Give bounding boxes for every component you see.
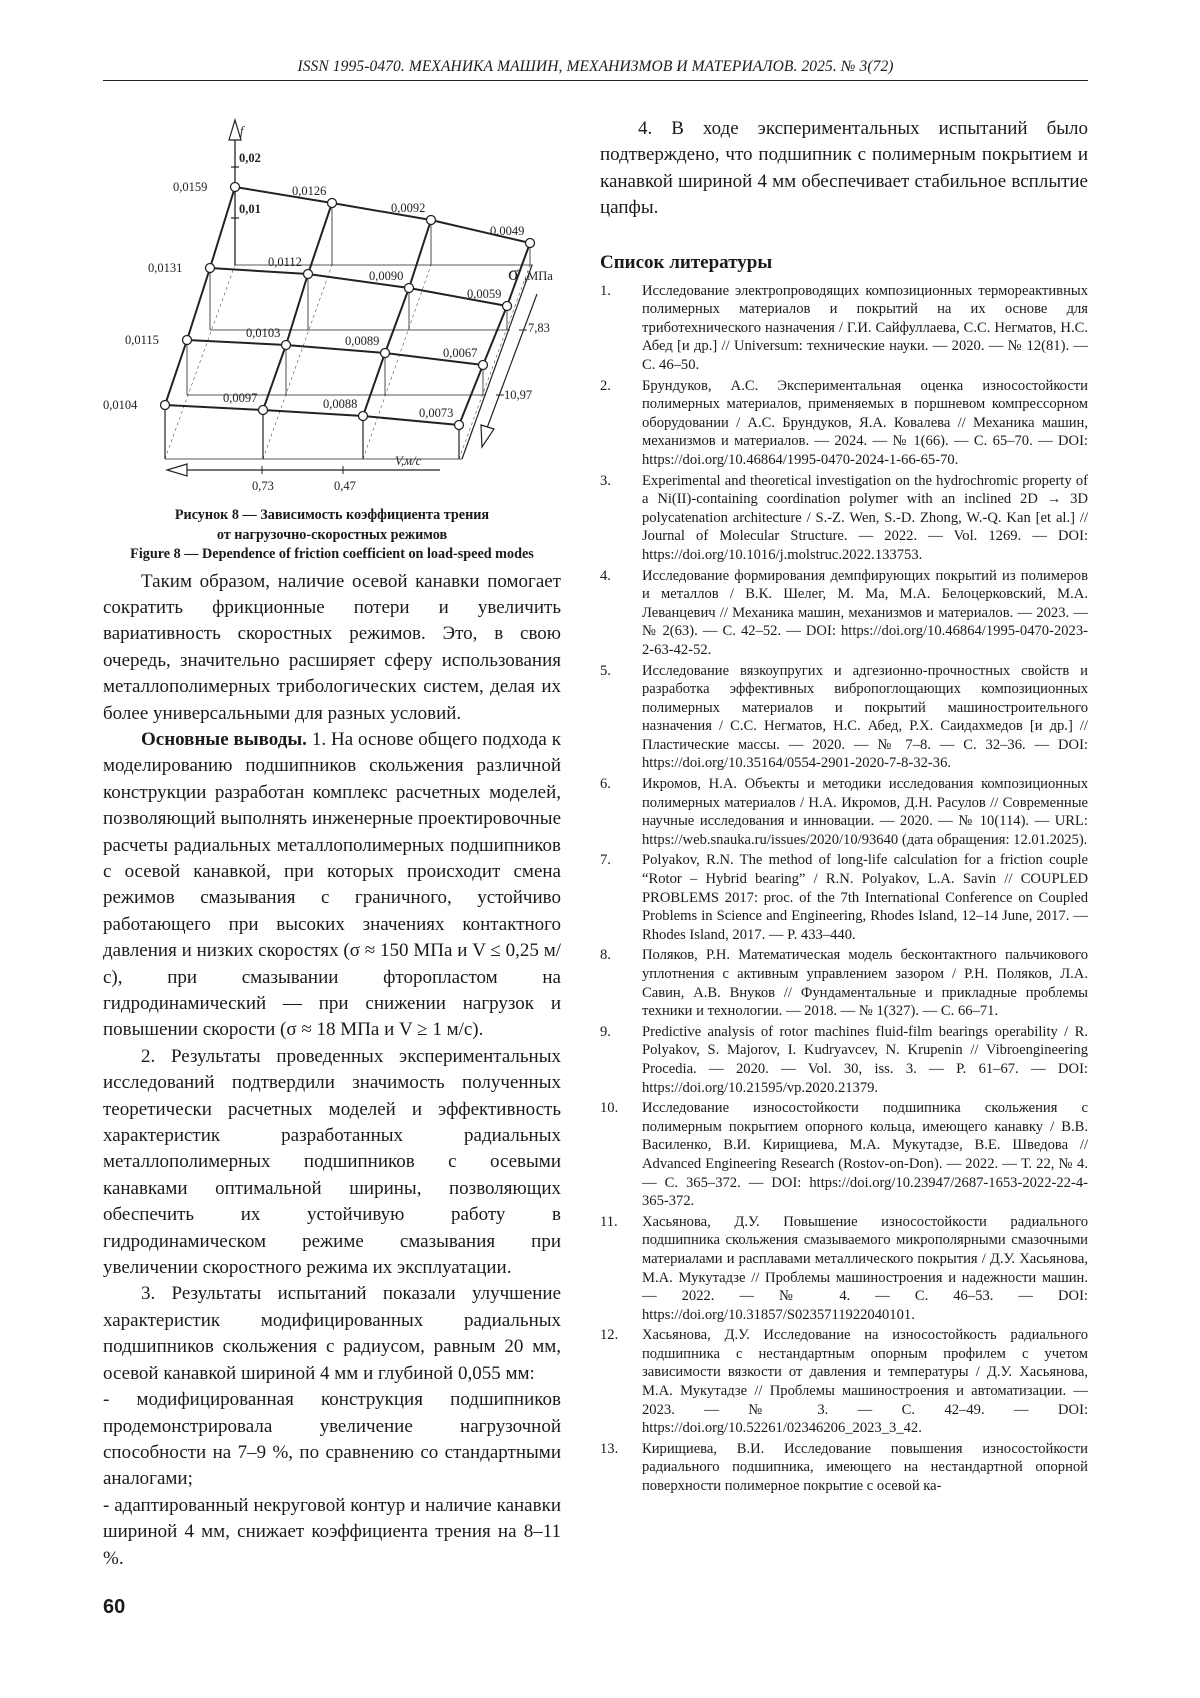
caption-ru-line-2-row xyxy=(103,526,561,546)
data-label: 0,0059 xyxy=(467,287,501,301)
data-point xyxy=(282,341,291,350)
f-axis-label: f xyxy=(240,124,245,138)
reference-item xyxy=(600,377,1088,470)
conclusion-3: 3. Результаты испытаний показали улучшение характеристик модифицированных радиальных подшипников скольжения с радиусом, равным 20 мм, осевой канавкой шириной 4 мм и глубиной 0,055 мм: xyxy=(103,1281,561,1387)
surface-row-line xyxy=(210,268,507,306)
reference-item xyxy=(600,472,1088,565)
data-label: 0,0067 xyxy=(443,346,477,360)
data-point xyxy=(259,406,268,415)
data-label: 0,0088 xyxy=(323,397,357,411)
caption-ru-line-1-row xyxy=(103,506,561,526)
reference-text: Исследование вязкоупругих и адгезионно-прочностных свойств и разработка эффективных вибропоглощающих композиционных полимерных материалов и покрытий машиностроительного назначения / С.С. Негматов, Н.С. Абед, Р.Х. Саидахмедов [и др.] // Пластические массы. — 2020. — № 7–8. — С. 32–36. — DOI: https://doi.org/10.35164/0554-2901-2020-7-8-32-36. xyxy=(642,662,1088,774)
reference-number: 10. xyxy=(600,1099,642,1211)
reference-number: 4. xyxy=(600,567,642,660)
data-point xyxy=(405,284,414,293)
conclusion-1: 1. На основе общего подхода к моделированию подшипников скольжения различной конструкции разработан комплекс расчетных моделей, позволяющий выполнять инженерные проектировочные расчеты радиальных металлополимерных подшипников с осевой канавкой, при которых происходит смена режимов смазывания с граничного, устойчиво работающего при высоких значениях контактного давления и низких скоростях (σ ≈ 150 МПа и V ≤ 0,25 м/с), при смазывании фторопластом на гидродинамический — при снижении нагрузок и повышении скорости (σ ≈ 18 МПа и V ≥ 1 м/с). xyxy=(103,729,561,1040)
reference-text: Polyakov, R.N. The method of long-life calculation for a friction couple “Rotor – Hybrid bearing” / R.N. Polyakov, L.A. Savin // COUPLED PROBLEMS 2017: proc. of the 7th International Conference on Coupled Problems in Science and Engineering, Rhodes Island, 12–14 June, 2017. — Rhodes Island, 2017. — P. 433–440. xyxy=(642,851,1088,944)
f-tick-label: 0,02 xyxy=(239,151,261,165)
data-point xyxy=(328,199,337,208)
reference-item xyxy=(600,567,1088,660)
data-label: 0,0090 xyxy=(369,269,403,283)
conclusion-4: 4. В ходе экспериментальных испытаний было подтверждено, что подшипник с полимерным покрытием и канавкой шириной 4 мм обеспечивает стабильное всплытие цапфы. xyxy=(600,116,1088,222)
sigma-tick-label: 10,97 xyxy=(504,388,532,402)
reference-text: Поляков, Р.Н. Математическая модель бесконтактного пальчикового уплотнения с активным управлением зазором / Р.Н. Поляков, Л.А. Савин, А.В. Внуков // Фундаментальные и прикладные проблемы техники и технологии. — 2018. — № 1(327). — С. 66–71. xyxy=(642,946,1088,1020)
conclusion-3-item: - адаптированный некруговой контур и наличие канавки шириной 4 мм, снижает коэффициента трения на 8–11 %. xyxy=(103,1493,561,1572)
v-axis-arrow-icon xyxy=(167,464,187,476)
reference-text: Experimental and theoretical investigation on the hydrochromic property of a Ni(II)-containing coordination polymer with an inclined 2D → 3D polycatenation architecture / S.-Z. Wen, S.-D. Zhong, W.-Q. Kan [et al.] // Journal of Molecular Structure. — 2022. — Vol. 1269. — DOI: https://doi.org/10.1016/j.molstruc.2022.133753. xyxy=(642,472,1088,565)
reference-number: 7. xyxy=(600,851,642,944)
sigma-axis xyxy=(487,294,537,428)
sigma-axis-label: σ xyxy=(508,263,519,285)
data-label: 0,0097 xyxy=(223,391,257,405)
references-list xyxy=(600,282,1088,1496)
reference-number: 1. xyxy=(600,282,642,375)
conclusions-heading: Основные выводы. xyxy=(141,729,307,750)
reference-text: Исследование электропроводящих композиционных термореактивных полимерных материалов и покрытий на их основе для триботехнического назначения / Г.И. Сайфуллаева, С.С. Негматов, Н.С. Абед [и др.] // Universum: технические науки. — 2020. — № 12(81). — С. 46–50. xyxy=(642,282,1088,375)
conclusion-3-item: - модифицированная конструкция подшипников продемонстрировала увеличение нагрузочной способности на 7–9 %, по сравнению со стандартными аналогами; xyxy=(103,1387,561,1493)
reference-text: Исследование износостойкости подшипника скольжения с полимерным покрытием опорного кольца, имеющего канавку / В.В. Василенко, В.И. Кирищиева, М.А. Мукутадзе, В.Е. Шведова // Advanced Engineering Research (Rostov-on-Don). — 2022. — Т. 22, № 4. — С. 365–372. — DOI: https://doi.org/10.23947/2687-1653-2022-22-4-365-372. xyxy=(642,1099,1088,1211)
data-label: 0,0104 xyxy=(103,398,138,412)
paragraph-conclusions xyxy=(103,727,561,1044)
reference-number: 6. xyxy=(600,775,642,849)
data-point xyxy=(427,216,436,225)
left-column xyxy=(103,569,561,1572)
page-number: 60 xyxy=(103,1572,561,1619)
reference-item xyxy=(600,1023,1088,1097)
reference-number: 11. xyxy=(600,1213,642,1325)
data-label: 0,0159 xyxy=(173,180,207,194)
floor-diagonal xyxy=(263,265,332,459)
reference-number: 9. xyxy=(600,1023,642,1097)
floor-diagonal xyxy=(165,265,235,459)
sigma-tick-label: 7,83 xyxy=(528,321,550,335)
reference-number: 2. xyxy=(600,377,642,470)
data-point xyxy=(479,361,488,370)
reference-item xyxy=(600,662,1088,774)
reference-text: Predictive analysis of rotor machines fluid-film bearings operability / R. Polyakov, S. Majorov, I. Kudryavcev, N. Krupenin // Vibroengineering Procedia. — 2020. — Vol. 30, iss. 3. — P. 61–67. — DOI: https://doi.org/10.21595/vp.2020.21379. xyxy=(642,1023,1088,1097)
reference-item xyxy=(600,775,1088,849)
header-rule xyxy=(103,80,1088,81)
data-label: 0,0073 xyxy=(419,406,453,420)
reference-text: Икромов, Н.А. Объекты и методики исследования композиционных полимерных материалов / Н.А. Икромов, Д.Н. Расулов // Современные научные исследования и инновации. — 2020. — № 10(114). — URL: https://web.snauka.ru/issues/2020/10/93640 (дата обращения: 12.01.2025). xyxy=(642,775,1088,849)
reference-text: Исследование формирования демпфирующих покрытий из полимеров и металлов / В.К. Шелег, М. Ма, М.А. Белоцерковский, М.А. Леванцевич // Механика машин, механизмов и материалов. — 2023. — № 2(63). — С. 42–52. — DOI: https://doi.org/10.46864/1995-0470-2023-2-63-42-52. xyxy=(642,567,1088,660)
references-heading: Список литературы xyxy=(600,252,1088,274)
left-column-wrapper xyxy=(103,110,561,1619)
data-point xyxy=(381,349,390,358)
data-label: 0,0115 xyxy=(125,333,159,347)
sigma-axis-unit: ,МПа xyxy=(524,269,553,283)
caption-ru-line-2: от нагрузочно-скоростных режимов xyxy=(217,526,447,546)
surface-row-line xyxy=(187,340,483,365)
reference-number: 13. xyxy=(600,1440,642,1496)
data-label: 0,0103 xyxy=(246,326,280,340)
v-axis-label: V,м/с xyxy=(395,454,422,468)
reference-number: 3. xyxy=(600,472,642,565)
data-point xyxy=(206,264,215,273)
surface-row-line xyxy=(235,187,530,243)
friction-surface-chart xyxy=(103,110,561,506)
data-point xyxy=(526,239,535,248)
reference-text: Хасьянова, Д.У. Повышение износостойкости радиального подшипника скольжения смазываемого микрополярными смазочными материалами и расплавами металлического покрытия / Д.У. Хасьянова, М.А. Мукутадзе // Проблемы машиностроения и надежности машин. — 2022. — № 4. — С. 46–53. — DOI: https://doi.org/10.31857/S0235711922040101. xyxy=(642,1213,1088,1325)
surface-row-line xyxy=(165,405,459,425)
data-point xyxy=(359,412,368,421)
surface-column-line xyxy=(363,220,431,416)
data-point xyxy=(304,270,313,279)
data-label: 0,0049 xyxy=(490,224,524,238)
reference-item xyxy=(600,282,1088,375)
reference-item xyxy=(600,1440,1088,1496)
data-label: 0,0089 xyxy=(345,334,379,348)
journal-header: ISSN 1995-0470. МЕХАНИКА МАШИН, МЕХАНИЗМОВ И МАТЕРИАЛОВ. 2025. № 3(72) xyxy=(103,58,1088,76)
caption-en: Figure 8 — Dependence of friction coefficient on load-speed modes xyxy=(130,545,534,565)
data-point xyxy=(455,421,464,430)
sigma-axis-arrow-icon xyxy=(481,425,494,447)
data-point xyxy=(183,336,192,345)
reference-number: 8. xyxy=(600,946,642,1020)
figure-caption xyxy=(103,506,561,565)
reference-number: 5. xyxy=(600,662,642,774)
reference-item xyxy=(600,1213,1088,1325)
data-label: 0,0126 xyxy=(292,184,326,198)
data-point xyxy=(161,401,170,410)
reference-item xyxy=(600,851,1088,944)
floor-diagonal xyxy=(363,265,431,459)
reference-item xyxy=(600,1099,1088,1211)
reference-text: Брундуков, А.С. Экспериментальная оценка износостойкости полимерных материалов, применяемых в поршневом компрессорном оборудовании / А.С. Брундуков, Я.А. Ковалева // Механика машин, механизмов и материалов. — 2024. — № 1(66). — С. 65–70. — DOI: https://doi.org/10.46864/1995-0470-2024-1-66-65-70. xyxy=(642,377,1088,470)
reference-text: Хасьянова, Д.У. Исследование на износостойкость радиального подшипника с нестандартным опорным профилем с учетом зависимости вязкости от давления и температуры / Д.У. Хасьянова, М.А. Мукутадзе // Проблемы машиностроения и автоматизации. — 2023. — № 3. — С. 42–49. — DOI: https://doi.org/10.52261/02346206_2023_3_42. xyxy=(642,1326,1088,1438)
surface-column-line xyxy=(263,203,332,410)
data-label: 0,0092 xyxy=(391,201,425,215)
reference-item xyxy=(600,946,1088,1020)
f-tick-label: 0,01 xyxy=(239,202,261,216)
caption-en-row xyxy=(103,545,561,565)
data-label: 0,0131 xyxy=(148,261,182,275)
v-tick-label: 0,47 xyxy=(334,479,356,493)
right-column xyxy=(600,116,1088,1498)
reference-number: 12. xyxy=(600,1326,642,1438)
data-label: 0,0112 xyxy=(268,255,302,269)
paragraph: Таким образом, наличие осевой канавки помогает сократить фрикционные потери и увеличить вариативность скоростных режимов. Это, в свою очередь, значительно расширяет сферу использования металлополимерных трибологических систем, делая их более универсальными для разных условий. xyxy=(103,569,561,727)
data-point xyxy=(503,302,512,311)
reference-text: Кирищиева, В.И. Исследование повышения износостойкости радиального подшипника, имеющего на нестандартной опорной поверхности полимерное покрытие с осевой ка- xyxy=(642,1440,1088,1496)
data-point xyxy=(231,183,240,192)
figure-8 xyxy=(103,110,561,506)
reference-item xyxy=(600,1326,1088,1438)
surface-column-line xyxy=(165,187,235,405)
conclusion-2: 2. Результаты проведенных экспериментальных исследований подтвердили значимость полученных теоретически расчетных моделей и эффективность характеристик разработанных радиальных металлополимерных подшипников с осевыми канавками оптимальной ширины, позволяющих обеспечить их устойчивую работу в гидродинамическом режиме смазывания при увеличении скоростного режима их эксплуатации. xyxy=(103,1044,561,1282)
caption-ru-line-1: Рисунок 8 — Зависимость коэффициента трения xyxy=(175,506,489,526)
v-tick-label: 0,73 xyxy=(252,479,274,493)
